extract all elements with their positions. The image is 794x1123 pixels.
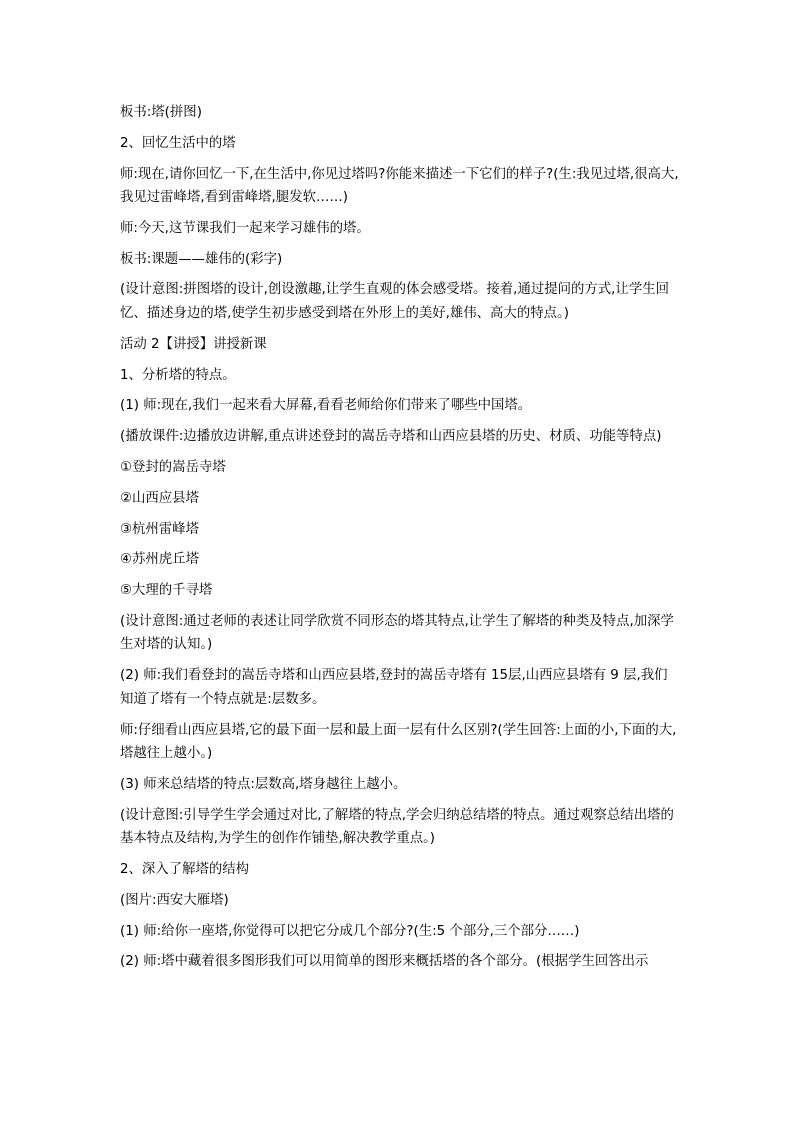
paragraph-structure-step-1: (1) 师:给你一座塔,你觉得可以把它分成几个部分?(生:5 个部分,三个部分……) [120,923,580,939]
paragraph-structure-step-2: (2) 师:塔中藏着很多图形我们可以用简单的图形来概括塔的各个部分。(根据学生回答出示 [120,954,649,970]
list-item-tower-3: ③杭州雷峰塔 [120,521,199,537]
paragraph-activity-2: 活动 2【讲授】讲授新课 [120,336,267,352]
paragraph-step-3: (3) 师来总结塔的特点:层数高,塔身越往上越小。 [120,776,407,792]
paragraph-courseware: (播放课件:边播放边讲解,重点讲述登封的嵩岳寺塔和山西应县塔的历史、材质、功能等特点) [120,429,662,445]
paragraph-section-structure: 2、深入了解塔的结构 [120,861,250,877]
document-body [120,101,680,981]
paragraph-step-1: (1) 师:现在,我们一起来看大屏幕,看看老师给你们带来了哪些中国塔。 [120,398,532,414]
paragraph-teacher-question: 师:现在,请你回忆一下,在生活中,你见过塔吗?你能来描述一下它们的样子?(生:我见过塔,很高大,我见过雷峰塔,看到雷峰塔,腿发软……) [120,166,679,206]
paragraph-analyze-features: 1、分析塔的特点。 [120,367,236,383]
paragraph-design-intent-3: (设计意图:引导学生学会通过对比,了解塔的特点,学会归纳总结塔的特点。通过观察总结出塔的基本特点及结构,为学生的创作作铺垫,解决教学重点。) [120,807,674,847]
paragraph-board-lesson-title: 板书:课题——雄伟的(彩字) [120,251,283,267]
paragraph-picture-caption: (图片:西安大雁塔) [120,892,229,908]
paragraph-design-intent-2: (设计意图:通过老师的表述让同学欣赏不同形态的塔其特点,让学生了解塔的种类及特点,加深学生对塔的认知。) [120,613,674,653]
list-item-tower-4: ④苏州虎丘塔 [120,552,199,568]
list-item-tower-2: ②山西应县塔 [120,490,199,506]
paragraph-teacher-observe: 师:仔细看山西应县塔,它的最下面一层和最上面一层有什么区别?(学生回答:上面的小,下面的大,塔越往上越小。) [120,722,677,762]
list-item-tower-1: ①登封的嵩岳寺塔 [120,459,226,475]
paragraph-board-title-puzzle: 板书:塔(拼图) [120,105,202,120]
paragraph-teacher-today: 师:今天,这节课我们一起来学习雄伟的塔。 [120,220,370,236]
paragraph-step-2: (2) 师:我们看登封的嵩岳寺塔和山西应县塔,登封的嵩岳寺塔有 15层,山西应县塔有 9 层,我们知道了塔有一个特点就是:层数多。 [120,668,668,707]
paragraph-section-recall-towers: 2、回忆生活中的塔 [120,135,236,151]
list-item-tower-5: ⑤大理的千寻塔 [120,583,213,599]
paragraph-design-intent-1: (设计意图:拼图塔的设计,创设激趣,让学生直观的体会感受塔。接着,通过提问的方式,让学生回忆、描述身边的塔,使学生初步感受到塔在外形上的美好,雄伟、高大的特点。) [120,282,669,321]
